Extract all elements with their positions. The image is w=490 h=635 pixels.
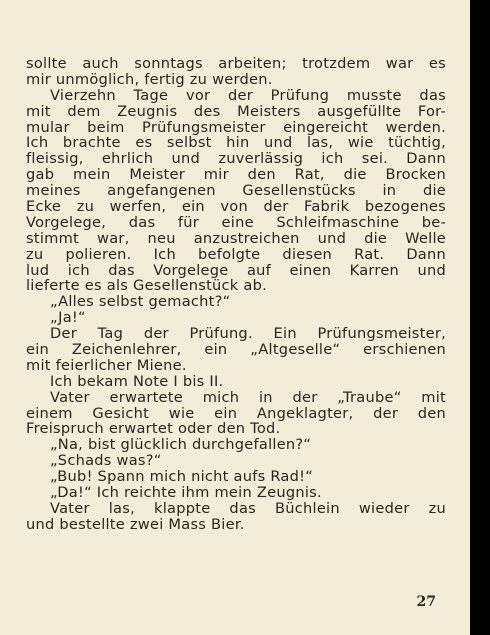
text-line: Vater erwartete mich in der „Traube“ mit	[50, 388, 446, 406]
text-line: und bestellte zwei Mass Bier.	[26, 515, 245, 533]
text-line: lud ich das Vorgelege auf einen Karren und	[26, 261, 446, 279]
text-line: Vierzehn Tage vor der Prüfung musste das	[50, 86, 446, 104]
text-line: einem Gesicht wie ein Angeklagter, der den	[26, 404, 446, 422]
text-line: gab mein Meister mir den Rat, die Brocken	[26, 166, 446, 184]
text-line: Ecke zu werfen, ein von der Fabrik bezogenes	[26, 198, 446, 216]
text-line: Freispruch erwartet oder den Tod.	[26, 420, 281, 438]
text-line: zu polieren. Ich befolgte diesen Rat. Dann	[26, 245, 446, 263]
text-line: mit feierlicher Miene.	[26, 356, 187, 374]
text-line: „Alles selbst gemacht?“	[50, 293, 231, 311]
text-line: mir unmöglich, fertig zu werden.	[26, 70, 273, 88]
text-line: Ich bekam Note I bis II.	[50, 372, 224, 390]
text-line: Der Tag der Prüfung. Ein Prüfungsmeister,	[50, 325, 446, 343]
text-line: lieferte es als Gesellenstück ab.	[26, 277, 267, 295]
text-line: Vorgelege, das für eine Schleifmaschine be-	[26, 213, 446, 231]
text-line: ein Zeichenlehrer, ein „Altgeselle“ erschienen	[26, 341, 446, 359]
page-number: 27	[416, 594, 436, 610]
text-line: meines angefangenen Gesellenstücks in die	[26, 182, 446, 200]
text-line: „Schads was?“	[50, 452, 162, 470]
text-line: „Da!“ Ich reichte ihm mein Zeugnis.	[50, 484, 322, 502]
text-line: „Na, bist glücklich durchgefallen?“	[50, 436, 312, 454]
text-line: fleissig, ehrlich und zuverlässig ich sei. Dann	[26, 150, 446, 168]
text-line: stimmt war, neu anzustreichen und die Welle	[26, 229, 446, 247]
text-line: Vater las, klappte das Büchlein wieder zu	[50, 499, 446, 517]
body-text	[26, 56, 446, 533]
text-line: „Ja!“	[50, 309, 86, 327]
text-line: mular beim Prüfungsmeister eingereicht werden.	[26, 118, 446, 136]
text-line: sollte auch sonntags arbeiten; trotzdem war es	[26, 55, 446, 72]
text-line: Ich brachte es selbst hin und las, wie tüchtig,	[26, 134, 446, 152]
text-line: mit dem Zeugnis des Meisters ausgefüllte For-	[26, 102, 446, 120]
text-line: „Bub! Spann mich nicht aufs Rad!“	[50, 468, 314, 486]
